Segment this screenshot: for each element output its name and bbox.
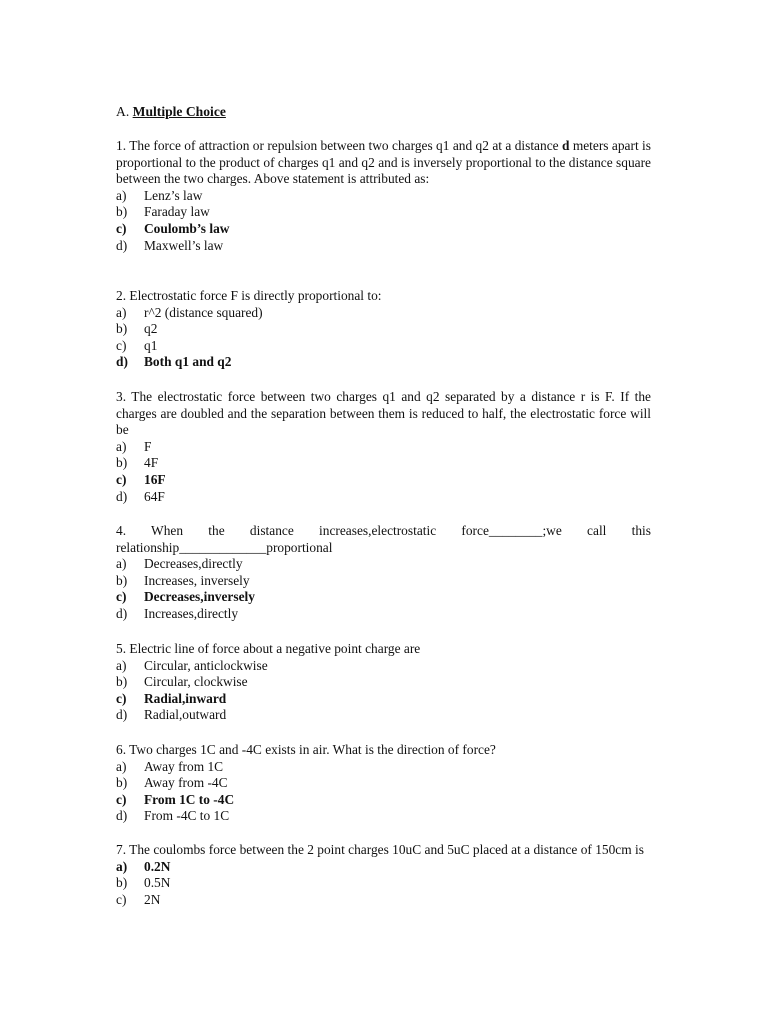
stem-text: 7. The coulombs force between the 2 point charges 10uC and 5uC placed at a distance of 150cm is — [116, 842, 644, 857]
answer-option — [116, 707, 651, 724]
answer-option — [116, 606, 651, 623]
option-list — [116, 859, 651, 909]
option-letter: c) — [116, 471, 127, 487]
section-title — [116, 104, 226, 121]
answer-option-correct — [116, 354, 651, 371]
stem-text: 4. When the distance increases,electrostatic force________;we call this relationship_____________proportional — [116, 523, 651, 555]
option-text: 0.5N — [144, 875, 171, 891]
option-text: 2N — [144, 891, 161, 907]
option-text: From -4C to 1C — [144, 808, 230, 824]
question-stem — [116, 389, 651, 439]
option-text: 0.2N — [144, 858, 171, 874]
stem-text: 6. Two charges 1C and -4C exists in air. What is the direction of force? — [116, 742, 496, 757]
option-letter: d) — [116, 237, 128, 253]
section-letter: A. — [116, 104, 130, 119]
option-text: Increases,directly — [144, 605, 239, 621]
stem-text: 1. The force of attraction or repulsion between two charges q1 and q2 at a distance — [116, 138, 562, 153]
option-text: 64F — [144, 488, 165, 504]
question-stem — [116, 288, 651, 305]
option-text: Faraday law — [144, 204, 210, 220]
answer-option — [116, 489, 651, 506]
question-stem — [116, 641, 651, 658]
option-text: q1 — [144, 337, 158, 353]
question-stem — [116, 842, 651, 859]
answer-option-correct — [116, 691, 651, 708]
answer-option-correct — [116, 472, 651, 489]
option-letter: a) — [116, 556, 127, 572]
answer-option — [116, 305, 651, 322]
option-text: r^2 (distance squared) — [144, 304, 263, 320]
answer-option — [116, 439, 651, 456]
option-letter: b) — [116, 321, 128, 337]
bold-variable: d — [561, 138, 570, 153]
option-text: Away from -4C — [144, 775, 228, 791]
option-letter: a) — [116, 438, 127, 454]
answer-option — [116, 556, 651, 573]
answer-option — [116, 204, 651, 221]
option-letter: c) — [116, 791, 127, 807]
option-text: Radial,inward — [144, 690, 227, 706]
option-list — [116, 188, 651, 254]
option-letter: c) — [116, 220, 127, 236]
option-letter: a) — [116, 304, 127, 320]
option-letter: a) — [116, 758, 127, 774]
question-2 — [116, 288, 651, 371]
option-text: q2 — [144, 321, 158, 337]
option-letter: d) — [116, 605, 128, 621]
answer-option-correct — [116, 221, 651, 238]
option-letter: c) — [116, 690, 127, 706]
question-4 — [116, 523, 651, 623]
answer-option — [116, 658, 651, 675]
stem-text: meters apart is proportional to the product of charges q1 and q2 and is inversely proportional to the distance square between the two charges. Above statement is attributed as: — [116, 138, 651, 187]
question-5 — [116, 641, 651, 724]
option-text: Increases, inversely — [144, 572, 250, 588]
option-text: Radial,outward — [144, 707, 227, 723]
option-list — [116, 439, 651, 505]
answer-option-correct — [116, 859, 651, 876]
question-6 — [116, 742, 651, 825]
question-1 — [116, 138, 651, 254]
option-letter: d) — [116, 707, 128, 723]
option-letter: d) — [116, 488, 128, 504]
stem-text: 3. The electrostatic force between two charges q1 and q2 separated by a distance r is F. If the charges are doubled and the separation between them is reduced to half, the electrostatic force will be — [116, 389, 651, 438]
option-text: Maxwell’s law — [144, 237, 224, 253]
answer-option — [116, 808, 651, 825]
answer-option — [116, 188, 651, 205]
answer-option — [116, 321, 651, 338]
option-text: 4F — [144, 455, 159, 471]
question-3 — [116, 389, 651, 505]
answer-option — [116, 238, 651, 255]
option-letter: b) — [116, 204, 128, 220]
section-title-text: Multiple Choice — [132, 104, 226, 119]
option-letter: a) — [116, 657, 127, 673]
option-letter: c) — [116, 891, 127, 907]
option-text: Circular, clockwise — [144, 674, 248, 690]
answer-option-correct — [116, 589, 651, 606]
question-stem — [116, 138, 651, 188]
option-text: Away from 1C — [144, 758, 224, 774]
answer-option — [116, 674, 651, 691]
option-text: Lenz’s law — [144, 187, 203, 203]
option-letter: b) — [116, 875, 128, 891]
option-text: F — [144, 438, 152, 454]
option-letter: b) — [116, 455, 128, 471]
answer-option — [116, 875, 651, 892]
option-letter: d) — [116, 808, 128, 824]
option-text: Decreases,inversely — [144, 589, 255, 605]
option-text: Both q1 and q2 — [144, 354, 232, 370]
option-letter: c) — [116, 337, 127, 353]
option-text: From 1C to -4C — [144, 791, 235, 807]
answer-option-correct — [116, 792, 651, 809]
option-letter: a) — [116, 858, 128, 874]
option-list — [116, 759, 651, 825]
answer-option — [116, 759, 651, 776]
option-text: 16F — [144, 471, 166, 487]
answer-option — [116, 455, 651, 472]
option-letter: b) — [116, 674, 128, 690]
option-letter: a) — [116, 187, 127, 203]
option-letter: b) — [116, 572, 128, 588]
answer-option — [116, 892, 651, 909]
stem-text: 5. Electric line of force about a negative point charge are — [116, 641, 421, 656]
option-list — [116, 556, 651, 622]
option-text: Circular, anticlockwise — [144, 657, 268, 673]
stem-text: 2. Electrostatic force F is directly proportional to: — [116, 288, 382, 303]
option-list — [116, 305, 651, 371]
question-7 — [116, 842, 651, 908]
option-letter: d) — [116, 354, 128, 370]
answer-option — [116, 573, 651, 590]
answer-option — [116, 775, 651, 792]
option-letter: b) — [116, 775, 128, 791]
option-letter: c) — [116, 589, 127, 605]
option-text: Decreases,directly — [144, 556, 243, 572]
option-text: Coulomb’s law — [144, 220, 230, 236]
answer-option — [116, 338, 651, 355]
question-stem — [116, 523, 651, 556]
option-list — [116, 658, 651, 724]
question-stem — [116, 742, 651, 759]
